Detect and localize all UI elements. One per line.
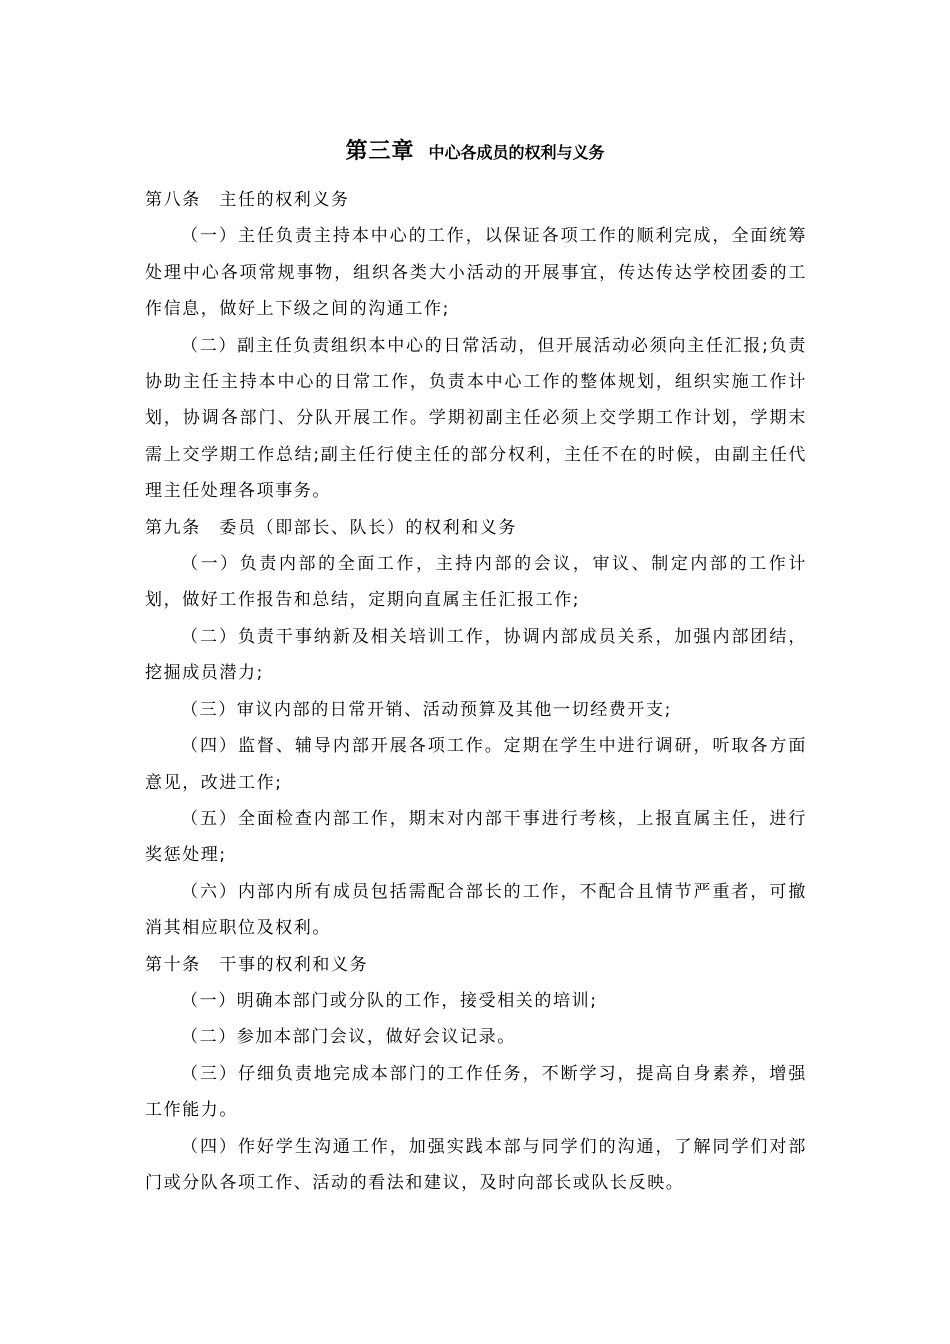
article-8-heading: 第八条 主任的权利义务 (145, 190, 350, 210)
article-9-clause-3: （三）审议内部的日常开销、活动预算及其他一切经费开支; (181, 699, 672, 720)
article-10-clause-4: （四）作好学生沟通工作，加强实践本部与同学们的沟通，了解同学们对部门或分队各项工作、活动的看法和建议，及时向部长或队长反映。 (145, 1136, 807, 1193)
article-9-clause-2: （二）负责干事纳新及相关培训工作，协调内部成员关系，加强内部团结，挖掘成员潜力; (145, 626, 807, 684)
article-9-clause-5: （五）全面检查内部工作，期末对内部干事进行考核，上报直属主任，进行奖惩处理; (145, 808, 807, 866)
chapter-heading (0, 134, 950, 170)
article-10-clause-1: （一）明确本部门或分队的工作，接受相关的培训; (181, 990, 598, 1011)
article-10-clause-2: （二）参加本部门会议，做好会议记录。 (181, 1027, 516, 1048)
document-body (145, 182, 807, 1201)
article-10-heading: 第十条 干事的权利和义务 (145, 954, 369, 975)
article-8-clause-1: （一）主任负责主持本中心的工作，以保证各项工作的顺利完成，全面统筹处理中心各项常规事物，组织各类大小活动的开展事宜，传达传达学校团委的工作信息，做好上下级之间的沟通工作; (145, 226, 807, 320)
article-9-heading: 第九条 委员（即部长、队长）的权利和义务 (145, 517, 517, 538)
article-9-clause-4: （四）监督、辅导内部开展各项工作。定期在学生中进行调研，听取各方面意见，改进工作; (145, 736, 807, 793)
article-8-clause-2: （二）副主任负责组织本中心的日常活动，但开展活动必须向主任汇报;负责协助主任主持本中心的日常工作，负责本中心工作的整体规划，组织实施工作计划，协调各部门、分队开展工作。学期初副主任必须上交学期工作计划，学期末需上交学期工作总结;副主任行使主任的部分权利，主任不在的时候，由副主任代理主任处理各项事务。 (145, 335, 807, 502)
chapter-number: 第三章 (345, 139, 415, 164)
article-9-clause-1: （一）负责内部的全面工作，主持内部的会议，审议、制定内部的工作计划，做好工作报告和总结，定期向直属主任汇报工作; (145, 554, 807, 611)
chapter-title: 中心各成员的权利与义务 (428, 143, 605, 162)
article-10-clause-3: （三）仔细负责地完成本部门的工作任务，不断学习，提高自身素养，增强工作能力。 (145, 1063, 807, 1121)
article-9-clause-6: （六）内部内所有成员包括需配合部长的工作，不配合且情节严重者，可撤消其相应职位及权利。 (145, 881, 807, 939)
